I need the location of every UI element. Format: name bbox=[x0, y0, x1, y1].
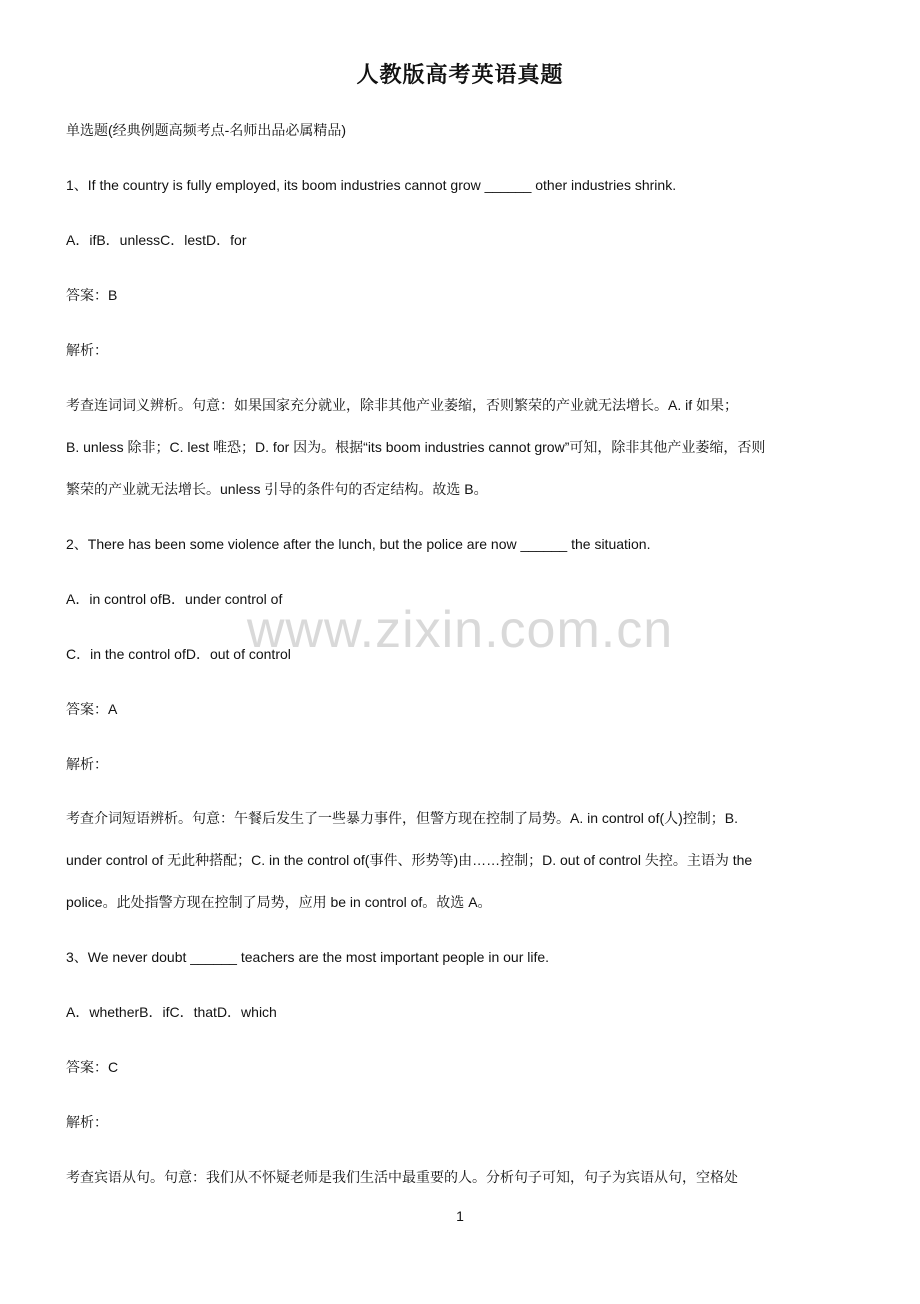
question-1-analysis-label: 解析： bbox=[66, 342, 108, 358]
page-title: 人教版高考英语真题 bbox=[356, 62, 564, 87]
section-label: 单选题(经典例题高频考点-名师出品必属精品) bbox=[66, 122, 346, 138]
question-2-analysis-line: police。此处指警方现在控制了局势，应用 be in control of。故选 A。 bbox=[66, 894, 492, 910]
watermark: www.zixin.com.cn bbox=[246, 601, 674, 659]
question-1-answer: 答案：B bbox=[66, 287, 118, 303]
question-3-analysis-line: 考查宾语从句。句意：我们从不怀疑老师是我们生活中最重要的人。分析句子可知，句子为宾语从句，空格处 bbox=[66, 1169, 738, 1185]
question-2-options: A．in control ofB．under control of bbox=[66, 591, 283, 607]
question-1-options: A．ifB．unlessC．lestD．for bbox=[66, 232, 247, 248]
question-3-options: A．whetherB．ifC．thatD．which bbox=[66, 1004, 277, 1020]
question-2-analysis-line: under control of 无此种搭配；C. in the control of(事件、形势等)由……控制；D. out of control 失控。主语为 the bbox=[66, 852, 753, 868]
question-1-analysis-line: 繁荣的产业就无法增长。unless 引导的条件句的否定结构。故选 B。 bbox=[66, 481, 488, 497]
question-2-stem: 2、There has been some violence after the lunch, but the police are now ______ the situation. bbox=[66, 536, 651, 552]
question-1-stem: 1、If the country is fully employed, its boom industries cannot grow ______ other industries shrink. bbox=[66, 177, 677, 193]
question-3-stem: 3、We never doubt ______ teachers are the most important people in our life. bbox=[66, 949, 550, 965]
question-2-analysis-label: 解析： bbox=[66, 756, 108, 772]
question-2-answer: 答案：A bbox=[66, 701, 118, 717]
question-1-analysis-line: 考查连词词义辨析。句意：如果国家充分就业，除非其他产业萎缩，否则繁荣的产业就无法增长。A. if 如果； bbox=[66, 397, 739, 413]
question-3-analysis-label: 解析： bbox=[66, 1114, 108, 1130]
question-1-analysis-line: B. unless 除非；C. lest 唯恐；D. for 因为。根据“its boom industries cannot grow”可知，除非其他产业萎缩，否则 bbox=[66, 439, 766, 455]
question-2-analysis-line: 考查介词短语辨析。句意：午餐后发生了一些暴力事件，但警方现在控制了局势。A. in control of(人)控制；B. bbox=[66, 810, 739, 826]
page-number: 1 bbox=[456, 1208, 464, 1224]
question-3-answer: 答案：C bbox=[66, 1059, 119, 1075]
question-2-options: C．in the control ofD．out of control bbox=[66, 646, 291, 662]
